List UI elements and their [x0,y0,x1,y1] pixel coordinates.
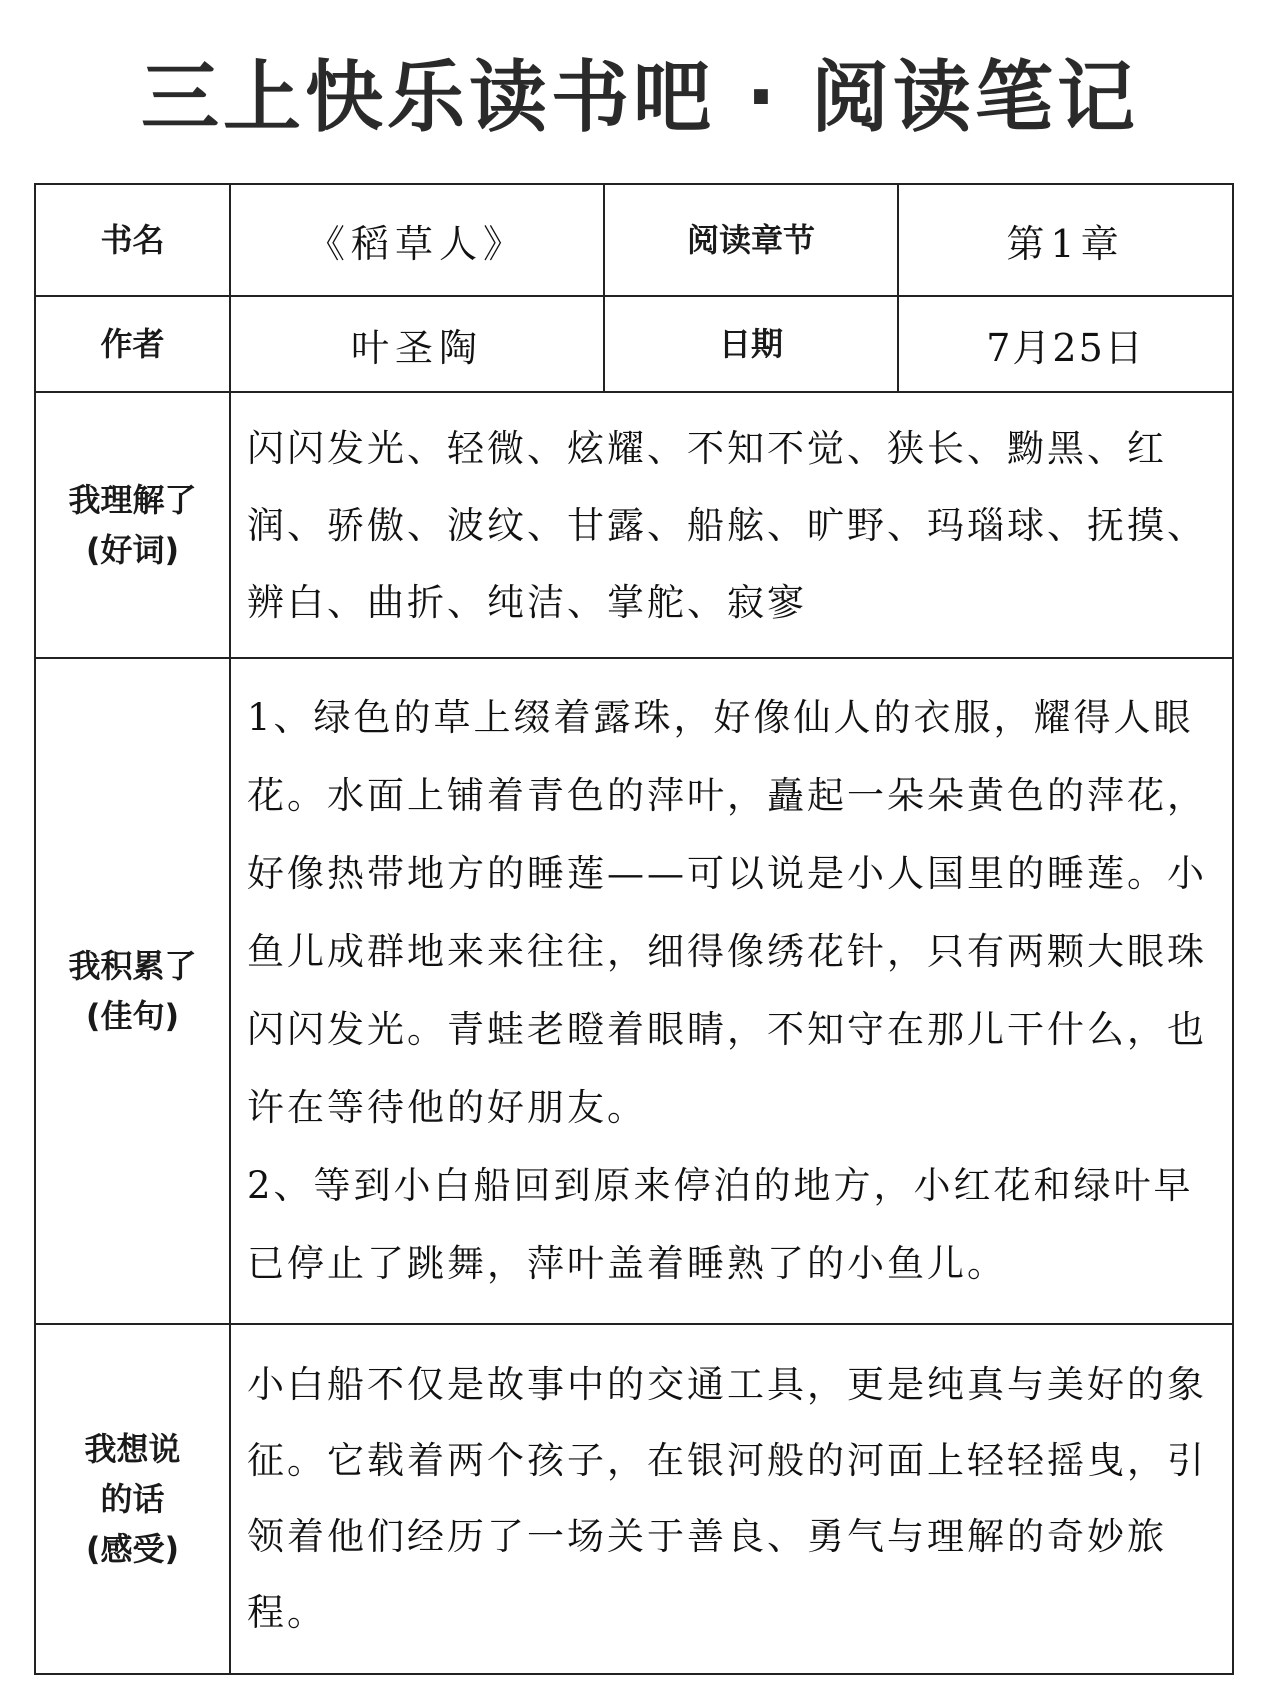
good-sentences-row [35,658,1233,1324]
feelings-row [35,1324,1233,1674]
author-label: 作者 [35,296,230,392]
date-value: 7月25日 [898,296,1233,392]
feelings-label-line2: 的话 [100,1480,165,1518]
good-words-label-line2: (好词) [85,531,180,569]
good-sentences-label-line1: 我积累了 [68,947,197,985]
feelings-text: 小白船不仅是故事中的交通工具，更是纯真与美好的象征。它载着两个孩子，在银河般的河面上轻轻摇曳，引领着他们经历了一场关于善良、勇气与理解的奇妙旅程。 [247,1363,1207,1634]
chapter-value: 第1章 [898,184,1233,296]
page-title: 三上快乐读书吧 · 阅读笔记 [141,53,1139,143]
good-words-label-line1: 我理解了 [68,481,197,519]
author-value: 叶圣陶 [230,296,604,392]
book-name-label: 书名 [35,184,230,296]
good-words-row [35,392,1233,658]
reading-notes-table [34,183,1234,1675]
good-sentences-content [230,658,1233,1324]
feelings-label [35,1324,230,1674]
feelings-label-line3: (感受) [85,1530,180,1568]
feelings-label-line1: 我想说 [84,1430,181,1468]
good-sentence-item-2: 2、等到小白船回到原来停泊的地方，小红花和绿叶早已停止了跳舞，萍叶盖着睡熟了的小鱼儿。 [247,1164,1194,1285]
good-sentences-label [35,658,230,1324]
author-info-row [35,296,1233,392]
book-name-value: 《稻草人》 [230,184,604,296]
date-label: 日期 [604,296,898,392]
feelings-content [230,1324,1233,1674]
good-words-label [35,392,230,658]
good-words-text: 闪闪发光、轻微、炫耀、不知不觉、狭长、黝黑、红润、骄傲、波纹、甘露、船舷、旷野、玛瑙球、抚摸、辨白、曲折、纯洁、掌舵、寂寥 [230,392,1233,658]
good-sentences-label-line2: (佳句) [85,997,180,1035]
chapter-label: 阅读章节 [604,184,898,296]
good-sentence-item-1: 1、绿色的草上缀着露珠，好像仙人的衣服，耀得人眼花。水面上铺着青色的萍叶，矗起一朵朵黄色的萍花，好像热带地方的睡莲——可以说是小人国里的睡莲。小鱼儿成群地来来往往，细得像绣花针，只有两颗大眼珠闪闪发光。青蛙老瞪着眼睛，不知守在那儿干什么，也许在等待他的好朋友。 [247,696,1207,1129]
book-info-row [35,184,1233,296]
